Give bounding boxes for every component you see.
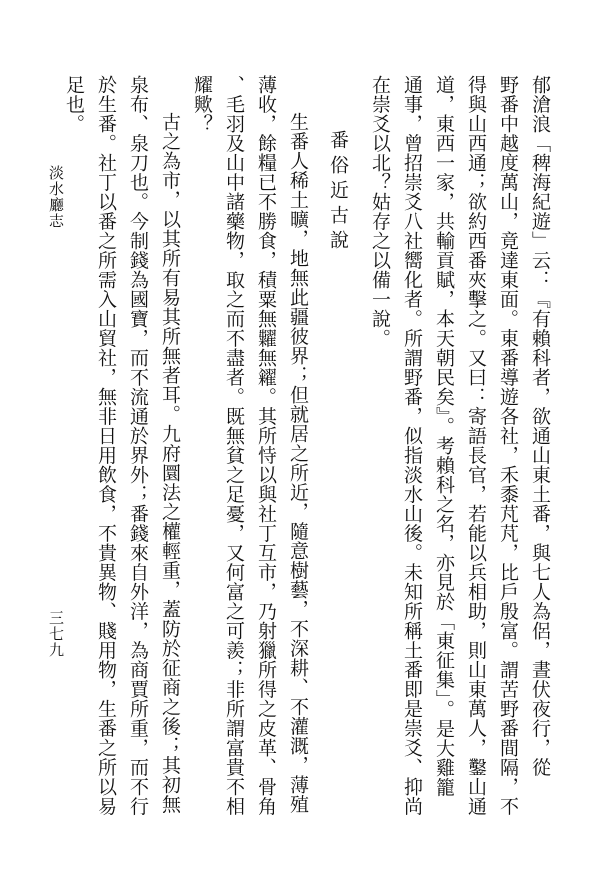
text-column: 足也。 [63,75,85,134]
text-column: 耀歟？ [191,75,213,134]
text-column: 古之為市，以其所有易其所無者耳。九府圜法之權輕重，蓋防於征商之後；其初無 [159,112,181,814]
text-column: 薄收，餘糧已不勝食，積粟無糶無糴。其所恃以與社丁互市，乃射獵所得之皮革、骨角 [255,75,277,816]
text-column: 野番中越度萬山，竟達東面。東番導遊各社，禾黍芃芃，比戶殷富。謂苦野番間隔，不 [497,75,519,816]
text-column: 得與山西通；欲約西番夾擊之。又曰：寄語長官，若能以兵相助，則山東萬人，鑿山通 [465,75,487,816]
text-column: 、毛羽及山中諸藥物，取之而不盡者。既無貧之足憂，又何富之可羨；非所謂富貴不相 [223,75,245,816]
text-column: 郁滄浪「稗海紀遊」云：『有賴科者，欲通山東土番，與七人為侶，晝伏夜行，從 [529,75,551,777]
text-column: 於生番。社丁以番之所需入山貿社，無非日用飲食，不貴異物、賤用物，生番之所以易 [95,75,117,816]
section-title: 番俗近古說 [327,130,349,255]
text-column: 生番人稀土曠，地無此疆彼界；但就居之所近，隨意樹藝，不深耕、不灌溉，薄殖 [287,112,309,814]
text-column: 在崇爻以北？姑存之以備一說。 [369,75,391,348]
text-column: 通事，曾招崇爻八社嚮化者。所謂野番，似指淡水山後。未知所稱土番即是崇爻、抑尚 [401,75,423,816]
book-title: 淡水廳志 [47,165,65,229]
text-column: 泉布、泉刀也。今制錢為國寶，而不流通於界外；番錢來自外洋，為商賈所重，而不行 [127,75,149,816]
page-number: 三七九 [47,610,65,658]
text-column: 道，東西一家，共輸貢賦，本天朝民矣』。考賴科之名，亦見於「東征集」。是大雞籠 [433,75,455,797]
